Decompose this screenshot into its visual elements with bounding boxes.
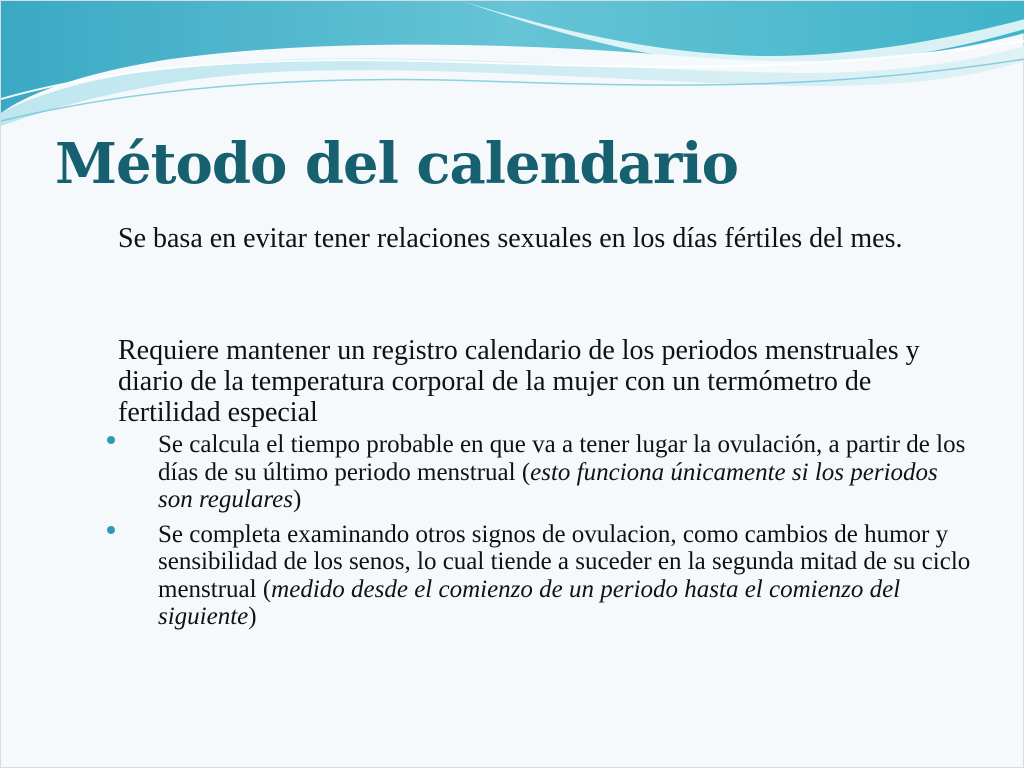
bullet-italic-note: esto funciona únicamente si los periodos son regulares xyxy=(158,458,938,513)
bullet-item-ovulation-calculation xyxy=(158,431,978,514)
paragraph-definition: Se basa en evitar tener relaciones sexuales en los días fértiles del mes. xyxy=(118,223,903,254)
bullet-tail: ) xyxy=(248,603,257,630)
bullet-dot-icon xyxy=(107,526,115,534)
paragraph-requirement: Requiere mantener un registro calendario de los periodos menstruales y diario de la temperatura corporal de la mujer con un termómetro de fertilidad especial xyxy=(118,335,920,428)
bullet-dot-icon xyxy=(107,436,115,444)
bullet-italic-note: medido desde el comienzo de un periodo hasta el comienzo del siguiente xyxy=(158,575,901,630)
slide-title: Método del calendario xyxy=(55,131,738,197)
bullet-item-ovulation-signs xyxy=(158,521,978,631)
bullet-tail: ) xyxy=(292,486,302,513)
bullet-text: Se calcula el tiempo probable en que va a tener lugar la ovulación, a partir de los días de su último periodo menstrual ( xyxy=(158,431,966,486)
bullet-text: Se completa examinando otros signos de ovulacion, como cambios de humor y sensibilidad de los senos, lo cual tiende a suceder en la segunda mitad de su ciclo menstrual ( xyxy=(158,520,971,603)
bullet-list xyxy=(158,431,978,638)
header-wave-decoration xyxy=(1,1,1024,131)
